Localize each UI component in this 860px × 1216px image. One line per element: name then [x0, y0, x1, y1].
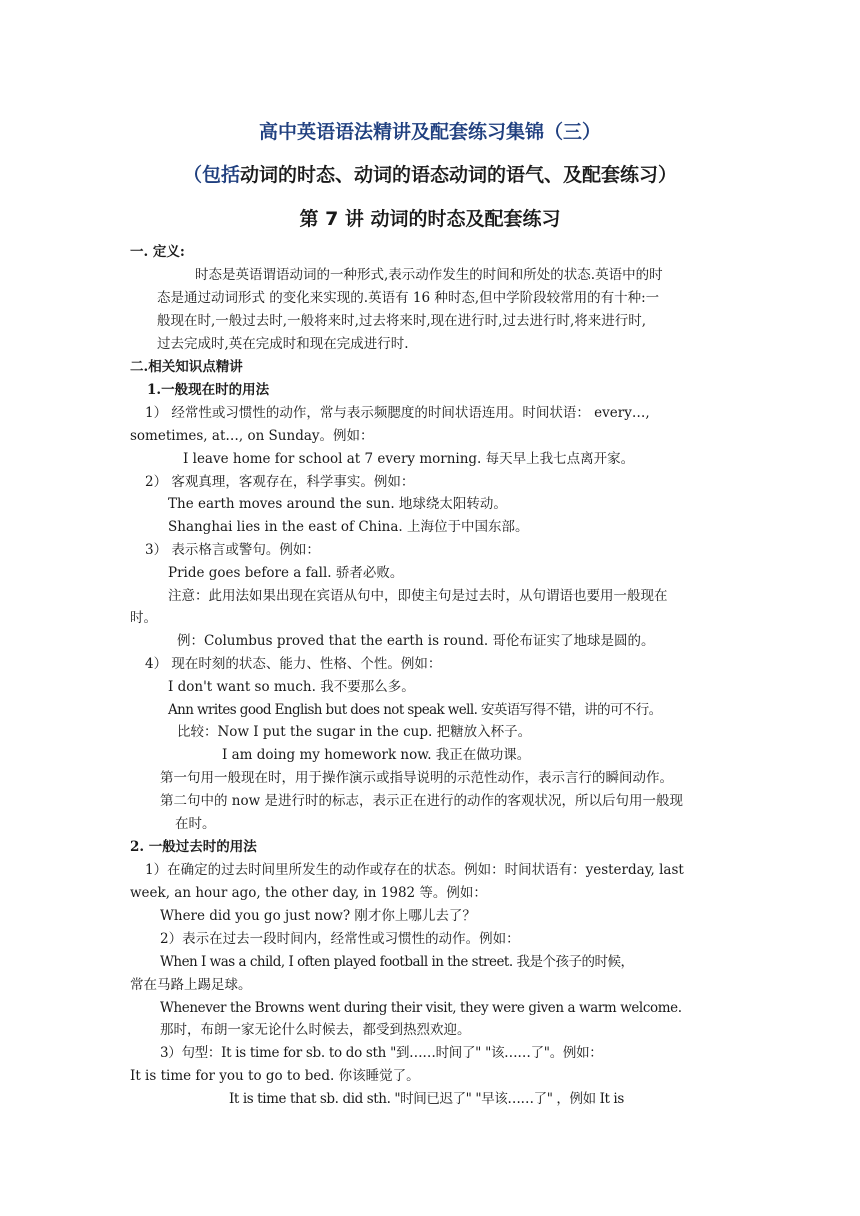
subtitle-rest: 动词的时态、动词的语态动词的语气、及配套练习）: [240, 164, 678, 186]
body-line: 1） 经常性或习惯性的动作，常与表示频腮度的时间状语连用。时间状语： every…,: [145, 405, 650, 421]
body-line: 态是通过动词形式 的变化来实现的.英语有 16 种时态,但中学阶段较常用的有十种:一: [157, 290, 660, 306]
body-line: 1）在确定的过去时间里所发生的动作或存在的状态。例如：时间状语有：yesterday, last: [145, 862, 684, 878]
body-line: 3） 表示格言或警句。例如：: [145, 542, 320, 558]
body-line: It is time that sb. did sth. "时间已迟了" "早该……了" ，例如 It is: [229, 1091, 624, 1107]
body-line: week, an hour ago, the other day, in 1982 等。例如：: [130, 885, 487, 901]
body-line: 时。: [130, 610, 157, 626]
example-line: I leave home for school at 7 every morning. 每天早上我七点离开家。: [183, 451, 635, 467]
example-line: Where did you go just now? 刚才你上哪儿去了？: [160, 908, 476, 924]
body-line: 过去完成时,英在完成时和现在完成进行时.: [157, 336, 409, 352]
example-line: I don't want so much. 我不要那么多。: [168, 679, 415, 695]
document-title: 高中英语语法精讲及配套练习集锦（三）: [258, 121, 601, 143]
body-line: 第二句中的 now 是进行时的标志，表示正在进行的动作的客观状况，所以后句用一般现: [160, 793, 683, 809]
example-line: When I was a child, I often played football in the street. 我是个孩子的时候，: [160, 954, 634, 970]
subtitle-open: （包括: [182, 164, 240, 186]
lecture-heading: 第 7 讲 动词的时态及配套练习: [299, 208, 561, 230]
body-line: 注意：此用法如果出现在宾语从句中，即使主句是过去时，从句谓语也要用一般现在: [168, 588, 668, 604]
example-line: The earth moves around the sun. 地球绕太阳转动。: [168, 496, 507, 512]
body-line: 时态是英语谓语动词的一种形式,表示动作发生的时间和所处的状态.英语中的时: [195, 267, 663, 283]
body-line: 般现在时,一般过去时,一般将来时,过去将来时,现在进行时,过去进行时,将来进行时,: [157, 313, 647, 329]
body-line: 4） 现在时刻的状态、能力、性格、个性。例如：: [145, 656, 442, 672]
body-line: 2）表示在过去一段时间内，经常性或习惯性的动作。例如：: [160, 931, 520, 947]
subsection-heading: 1.一般现在时的用法: [147, 382, 270, 398]
example-line: Ann writes good English but does not speak well. 安英语写得不错，讲的可不行。: [168, 702, 662, 718]
section-heading-definition: 一. 定义:: [130, 244, 185, 260]
body-line: 3）句型：It is time for sb. to do sth "到……时间了" "该……了"。例如：: [160, 1045, 603, 1061]
example-line: 那时，布朗一家无论什么时候去，都受到热烈欢迎。: [160, 1022, 471, 1038]
body-line: 2） 客观真理，客观存在，科学事实。例如：: [145, 474, 415, 490]
document-subtitle: [0, 160, 860, 187]
example-line: It is time for you to go to bed. 你该睡觉了。: [130, 1068, 420, 1084]
example-line: 常在马路上踢足球。: [130, 977, 252, 993]
example-line: I am doing my homework now. 我正在做功课。: [222, 747, 531, 763]
body-line: sometimes, at…, on Sunday。例如：: [130, 428, 374, 444]
example-line: Shanghai lies in the east of China. 上海位于中国东部。: [168, 519, 529, 535]
body-line: 在时。: [175, 816, 216, 832]
subsection-heading: 2. 一般过去时的用法: [130, 839, 257, 855]
example-line: 比较：Now I put the sugar in the cup. 把糖放入杯子。: [177, 724, 532, 740]
example-line: Whenever the Browns went during their visit, they were given a warm welcome.: [160, 1000, 682, 1016]
example-line: Pride goes before a fall. 骄者必败。: [168, 565, 404, 581]
example-line: 例：Columbus proved that the earth is round. 哥伦布证实了地球是圆的。: [177, 633, 655, 649]
section-heading-knowledge: 二.相关知识点精讲: [130, 359, 243, 375]
body-line: 第一句用一般现在时，用于操作演示或指导说明的示范性动作，表示言行的瞬间动作。: [160, 770, 673, 786]
